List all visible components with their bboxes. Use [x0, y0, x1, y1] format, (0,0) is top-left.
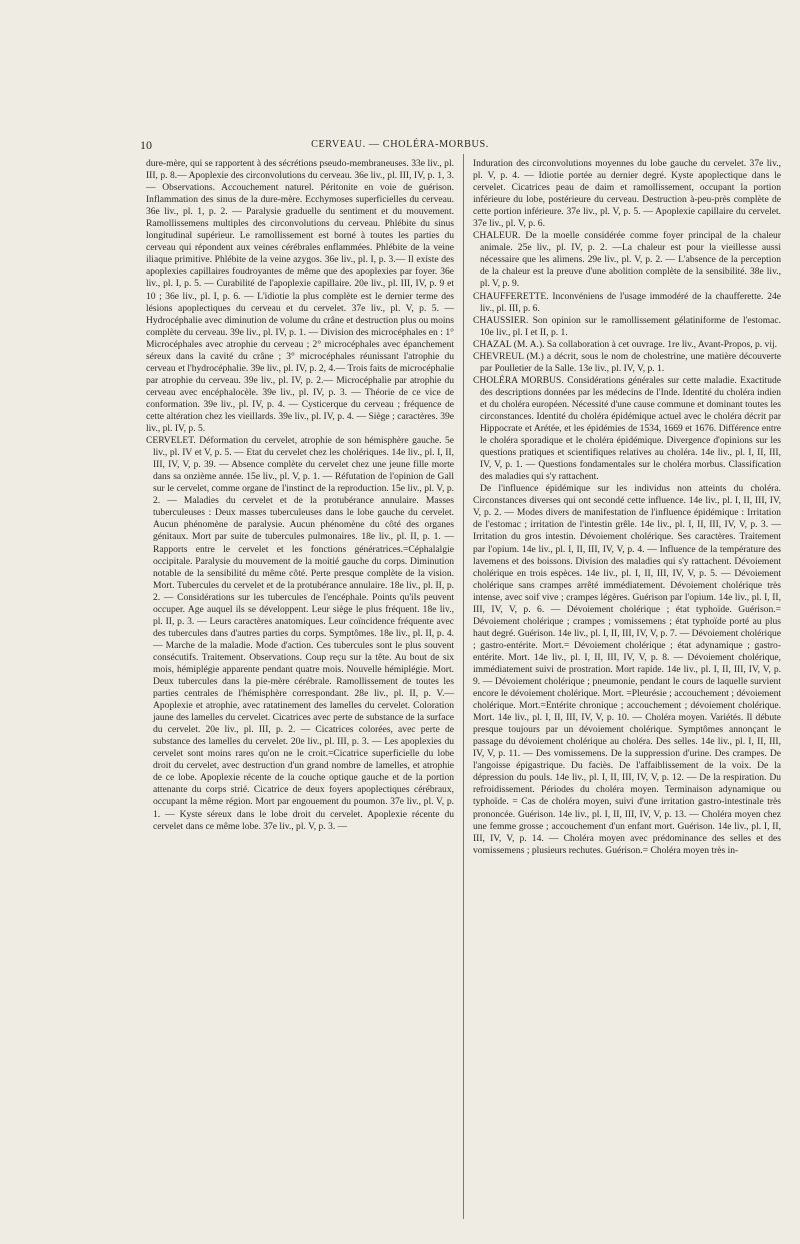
right-entry-chevreul: CHEVREUL (M.) a décrit, sous le nom de cholestrine, une matière découverte par Poulletier de la Salle. 13e liv., pl. IV, V, p. 1. — [473, 350, 781, 374]
running-title: CERVEAU. — CHOLÉRA-MORBUS. — [311, 139, 489, 150]
right-entry-chaufferette: CHAUFFERETTE. Inconvéniens de l'usage immodéré de la chaufferette. 24e liv., pl. III, p. 6. — [473, 290, 781, 314]
right-entry-cholera-influence: De l'influence épidémique sur les individus non atteints du choléra. Circonstances diverses qui ont secondé cette influence. 14e liv., pl. I, II, III, IV, V, p. 2. — Modes divers de manifestation de l'influence épidémique : Irritation de l'estomac ; irritation de l'intestin grêle. 14e liv., pl. I, II, III, IV, V, p. 3. — Irritation du gros intestin. Dévoiement cholérique. Ses caractères. Traitement par l'opium. 14e liv., pl. I, II, III, IV, V, p. 4. — Influence de la température des lavemens et des boissons. Division des maladies qui s'y rattachent. Dévoiement cholérique en trois espèces. 14e liv., pl. I, II, III, IV, V, p. 5. — Dévoiement cholérique sans crampes arrêté immédiatement. Dévoiement cholérique très intense, avec soif vive ; crampes légères. Guérison par l'opium. 14e liv., pl. I, II, III, IV, V, p. 6. — Dévoiement cholérique ; état typhoïde. Guérison.= Dévoiement cholérique ; crampes ; vomissemens ; état typhoïde porté au plus haut degré. Guérison. 14e liv., pl. I, II, III, IV, V, p. 7. — Dévoiement cholérique ; gastro-entérite. Mort.= Dévoiement cholérique ; état adynamique ; gastro-entérite. Mort. 14e liv., pl. I, II, III, IV, V, p. 8. — Dévoiement cholérique, immédiatement suivi de prostration. Mort rapide. 14e liv., pl. I, II, III, IV, V, p. 9. — Dévoiement cholérique ; pneumonie, pendant le cours de laquelle survient encore le dévoiement cholérique. Mort. =Pleurésie ; accouchement ; dévoiement cholérique. Mort.=Entérite chronique ; accouchement ; dévoiement cholérique. Mort. 14e liv., pl. I, II, III, IV, V, p. 10. — Choléra moyen. Variétés. Il débute presque toujours par un dévoiement cholérique. Symptômes annonçant le passage du dévoiement cholérique au choléra. Des selles. 14e liv., pl. I, II, III, IV, V, p. 11. — Des vomissemens. De la suppression d'urine. Des crampes. De l'angoisse épigastrique. Du faciès. De l'affaiblissement de la voix. De la dépression du pouls. 14e liv., pl. I, II, III, IV, V, p. 12. — De la respiration. Du refroidissement. Périodes du choléra moyen. Terminaison adynamique ou typhoïde. = Cas de choléra moyen, suivi d'une irritation gastro-intestinale très prononcée. Guérison. 14e liv., pl. I, II, III, IV, V, p. 13. — Choléra moyen chez une femme grosse ; accouchement d'un enfant mort. Guérison. 14e liv., pl. I, II, III, IV, V, p. 14. — Choléra moyen avec prédominance des selles et des vomissemens ; plusieurs rechutes. Guérison.= Choléra moyen très in- — [473, 483, 781, 856]
page-number: 10 — [140, 138, 152, 152]
right-entry-continuation: Induration des circonvolutions moyennes du lobe gauche du cervelet. 37e liv., pl. V, p. 4. — Idiotie portée au dernier degré. Kyste apoplectique dans le cervelet. Cicatrices peau de daim et ramollissement, occupant la portion inférieure du lobe, postérieure du cerveau. Destruction à-peu-près complète de cette portion inférieure. 37e liv., pl. V, p. 5. — Apoplexie capillaire du cervelet. 37e liv., pl. V, p. 6. — [473, 158, 781, 230]
right-column — [473, 158, 781, 1218]
right-entry-chazal: CHAZAL (M. A.). Sa collaboration à cet ouvrage. 1re liv., Avant-Propos, p. vij. — [473, 338, 778, 350]
right-entry-chaleur: CHALEUR. De la moelle considérée comme foyer principal de la chaleur animale. 25e liv., pl. IV, p. 2. —La chaleur est pour la vieillesse aussi nécessaire que les alimens. 29e liv., pl. V, p. 2. — L'absence de la perception de la chaleur est la preuve d'une abolition complète de la sensibilité. 38e liv., pl. V, p. 9. — [473, 230, 781, 290]
left-entry-continuation: dure-mère, qui se rapportent à des sécrétions pseudo-membraneuses. 33e liv., pl. III, p. 8.— Apoplexie des circonvolutions du cerveau. 36e liv., pl. III, IV, p. 1, 3.— Observations. Accouchement naturel. Péritonite en voie de guérison. Inflammation des sinus de la dure-mère. Ecchymoses superficielles du cerveau. 36e liv., pl. 1, p. 2. — Paralysie graduelle du sentiment et du mouvement. Ramollissemens multiples des circonvolutions du cerveau. Phlébite du sinus longitudinal supérieur. Le ramollissement est borné à toutes les parties du cerveau qui répondent aux veines cérébrales enflammées. Phlébite de la veine iliaque primitive. Phlébite de la veine azygos. 36e liv., pl. I, p. 3.— Il existe des apoplexies capillaires foudroyantes de même que des apoplexies par foyer. 36e liv., pl. I, p. 5. — Curabilité de l'apoplexie capillaire. 20e liv., pl. III, IV, p. 9 et 10 ; 36e liv., pl. I, p. 6. — L'idiotie la plus complète est le dernier terme des lésions apoplectiques du cerveau et du cervelet. 37e liv., pl. V, p. 5. — Hydrocéphalie avec diminution de volume du crâne et destruction plus ou moins complète du cerveau. 39e liv., pl. IV, p. 1. — Division des microcéphales en : 1° Microcéphales avec atrophie du cerveau ; 2° microcéphales avec épanchement séreux dans la cavité du crâne ; 3° microcéphales réunissant l'atrophie du cerveau et l'hydrocéphalie. 39e liv., pl. IV, p. 2, 4.— Trois faits de microcéphalie par atrophie du cerveau. 39e liv., pl. IV, p. 2.— Microcéphalie par atrophie du cerveau avec encéphalocèle. 39e liv., pl. IV, p. 3. — Théorie de ce vice de conformation. 39e liv., pl. IV, p. 4. — Cysticerque du cerveau ; fréquence de cette altération chez les vieillards. 39e liv., pl. IV, p. 4. — Siège ; caractères. 39e liv., pl. IV, p. 5. — [146, 158, 454, 435]
left-column — [146, 158, 454, 1218]
left-entry-cervelet: CERVELET. Déformation du cervelet, atrophie de son hémisphère gauche. 5e liv., pl. IV et V, p. 5. — Etat du cervelet chez les cholériques. 14e liv., pl. I, II, III, IV, V, p. 39. — Absence complète du cervelet chez une jeune fille morte dans sa onzième année. 15e liv., pl. V, p. 1. — Réfutation de l'opinion de Gall sur le cervelet, comme organe de l'instinct de la reproduction. 15e liv., pl. V, p. 2. — Maladies du cervelet et de la protubérance annulaire. Masses tuberculeuses : Deux masses tuberculeuses dans le lobe gauche du cervelet. Aucun phénomène de paralysie. Aucun phénomène du côté des organes génitaux. Mort par suite de tubercules pulmonaires. 18e liv., pl. II, p. 1. — Rapports entre le cervelet et les fonctions génératrices.=Céphalalgie occipitale. Paralysie du mouvement de la moitié gauche du corps. Diminution notable de la sensibilité du même côté. Perte presque complète de la vision. Mort. Tubercules du cervelet et de la protubérance annulaire. 18e liv., pl. II, p. 2. — Considérations sur les tubercules de l'encéphale. Points qu'ils peuvent occuper. Age auquel ils se développent. Leur siège le plus fréquent. 18e liv., pl. II, p. 3. — Leurs caractères anatomiques. Leur coïncidence fréquente avec des tubercules dans d'autres parties du corps. Symptômes. 18e liv., pl. II, p. 4. — Marche de la maladie. Mode d'action. Ces tubercules sont le plus souvent consécutifs. Traitement. Observations. Coup reçu sur la tête. Au bout de six mois, hémiplégie apparente pendant quatre mois. Nouvelle hémiplégie. Mort. Deux tubercules dans la pie-mère cérébrale. Ramollissement de toutes les parties centrales de l'hémisphère correspondant. 28e liv., pl. II, p. V.—Apoplexie et atrophie, avec ratatinement des lamelles du cervelet. Coloration jaune des lamelles du cervelet. Cicatrices avec perte de substance de la surface du cervelet. 20e liv., pl. III, p. 2. — Cicatrices colorées, avec perte de substance des lamelles du cervelet. 20e liv., pl. III, p. 3. — Les apoplexies du cervelet sont moins rares qu'on ne le croit.=Cicatrice superficielle du lobe droit du cervelet, avec destruction d'un grand nombre de lamelles, et atrophie de ce lobe. Apoplexie récente de la couche optique gauche et de la portion attenante du corps strié. Cicatrice de deux foyers apoplectiques cérébraux, occupant la même région. Mort par engouement du poumon. 37e liv., pl. V, p. 1. — Kyste séreux dans le lobe droit du cervelet. Apoplexie récente du cervelet dans ce même lobe. 37e liv., pl. V, p. 3. — — [146, 435, 454, 832]
right-entry-chaussier: CHAUSSIER. Son opinion sur le ramollissement gélatiniforme de l'estomac. 10e liv., pl. I et II, p. 1. — [473, 314, 781, 338]
column-divider — [463, 154, 464, 1219]
right-entry-cholera-morbus: CHOLÉRA MORBUS. Considérations générales sur cette maladie. Exactitude des descriptions données par les médecins de l'Inde. Identité du choléra indien et du choléra européen. Nécessité d'une cause commune et dominant toutes les circonstances. Identité du choléra épidémique actuel avec le choléra décrit par Hippocrate et Arétée, et les épidémies de 1534, 1669 et 1676. Différence entre le choléra sporadique et le choléra épidémique. Divergence d'opinions sur les questions pratiques et scientifiques relatives au choléra. 14e liv., pl. I, II, III, IV, V, p. 1. — Questions fondamentales sur le choléra morbus. Classification des maladies qui s'y rattachent. — [473, 374, 781, 483]
